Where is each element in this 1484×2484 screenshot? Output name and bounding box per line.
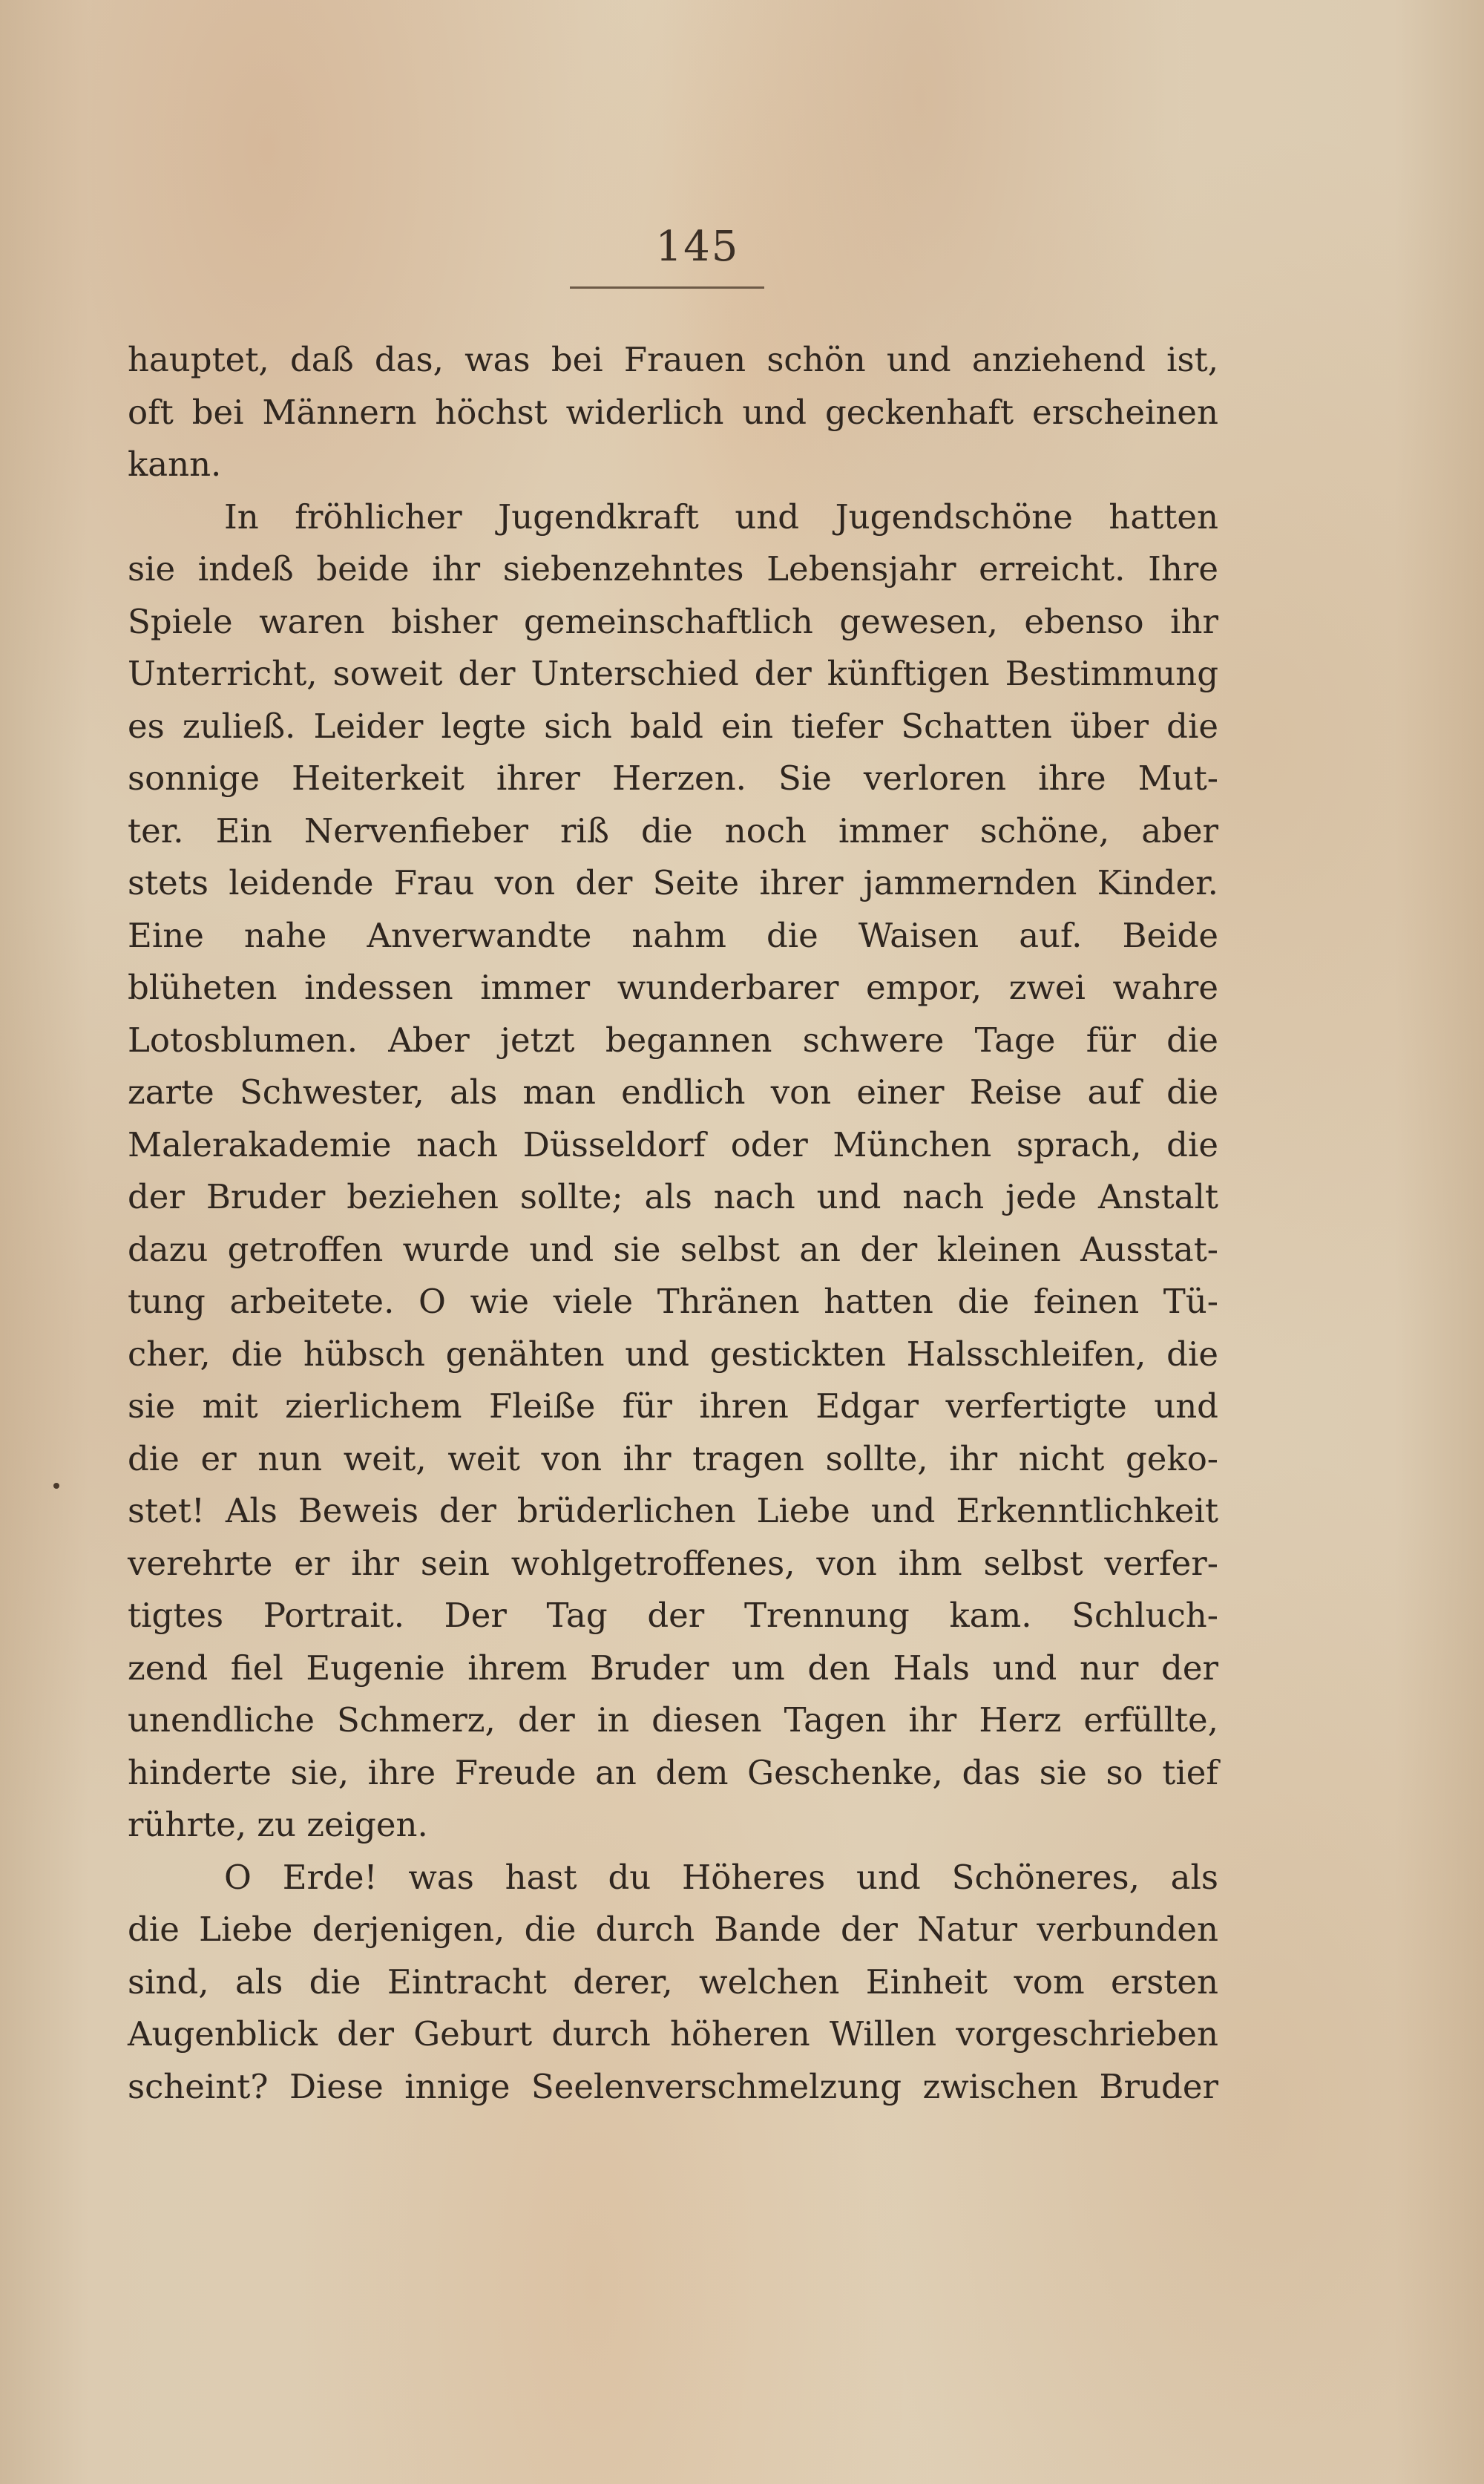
- text-line: Malerakademie nach Düsseldorf oder München sprach, die: [128, 1124, 1218, 1164]
- text-line: ter. Ein Nervenfieber riß die noch immer schöne, aber: [128, 810, 1218, 851]
- text-line: kann.: [128, 445, 222, 484]
- text-line: sind, als die Eintracht derer, welchen Einheit vom ersten: [128, 1962, 1218, 2002]
- header-rule: [570, 286, 764, 289]
- text-line: es zuließ. Leider legte sich bald ein tiefer Schatten über die: [128, 706, 1218, 746]
- text-line: O Erde! was hast du Höheres und Schöneres, als: [224, 1857, 1218, 1897]
- text-line: Augenblick der Geburt durch höheren Willen vorgeschrieben: [128, 2014, 1218, 2054]
- text-line: Unterricht, soweit der Unterschied der künftigen Bestimmung: [128, 654, 1218, 693]
- text-line: zend fiel Eugenie ihrem Bruder um den Hals und nur der: [128, 1648, 1218, 1688]
- text-line: sie indeß beide ihr siebenzehntes Lebensjahr erreicht. Ihre: [128, 549, 1218, 589]
- text-line: die Liebe derjenigen, die durch Bande der Natur verbunden: [128, 1910, 1218, 1949]
- text-line: stet! Als Beweis der brüderlichen Liebe und Erkenntlichkeit: [128, 1491, 1218, 1530]
- text-line: oft bei Männern höchst widerlich und geckenhaft erscheinen: [128, 392, 1218, 432]
- text-line: blüheten indessen immer wunderbarer empor, zwei wahre: [128, 968, 1218, 1007]
- text-line: hinderte sie, ihre Freude an dem Geschenke, das sie so tief: [128, 1752, 1218, 1792]
- text-line: Lotosblumen. Aber jetzt begannen schwere Tage für die: [128, 1020, 1218, 1060]
- text-line: stets leidende Frau von der Seite ihrer jammernden Kinder.: [128, 863, 1218, 902]
- text-line: scheint? Diese innige Seelenverschmelzung zwischen Bruder: [128, 2066, 1218, 2106]
- text-line: sonnige Heiterkeit ihrer Herzen. Sie verloren ihre Mut-: [128, 758, 1218, 798]
- text-line: tigtes Portrait. Der Tag der Trennung kam. Schluch-: [128, 1596, 1218, 1635]
- text-line: tung arbeitete. O wie viele Thränen hatten die feinen Tü-: [128, 1282, 1218, 1321]
- ink-speck: [53, 1483, 59, 1489]
- text-line: In fröhlicher Jugendkraft und Jugendschöne hatten: [224, 497, 1218, 537]
- text-line: hauptet, daß das, was bei Frauen schön und anziehend ist,: [128, 340, 1218, 379]
- text-line: zarte Schwester, als man endlich von einer Reise auf die: [128, 1072, 1218, 1112]
- text-line: unendliche Schmerz, der in diesen Tagen ihr Herz erfüllte,: [128, 1700, 1218, 1740]
- body-text: [128, 334, 1218, 2113]
- text-line: verehrte er ihr sein wohlgetroffenes, von ihm selbst verfer-: [128, 1543, 1218, 1583]
- text-line: der Bruder beziehen sollte; als nach und nach jede Anstalt: [128, 1177, 1218, 1216]
- text-line: rührte, zu zeigen.: [128, 1805, 428, 1844]
- text-line: die er nun weit, weit von ihr tragen sollte, ihr nicht geko-: [128, 1438, 1218, 1478]
- text-line: sie mit zierlichem Fleiße für ihren Edgar verfertigte und: [128, 1386, 1218, 1426]
- text-line: cher, die hübsch genähten und gestickten Halsschleifen, die: [128, 1334, 1218, 1374]
- page-number: 145: [655, 223, 740, 271]
- text-line: dazu getroffen wurde und sie selbst an der kleinen Ausstat-: [128, 1229, 1218, 1269]
- text-line: Eine nahe Anverwandte nahm die Waisen auf. Beide: [128, 915, 1218, 955]
- text-line: Spiele waren bisher gemeinschaftlich gewesen, ebenso ihr: [128, 601, 1218, 641]
